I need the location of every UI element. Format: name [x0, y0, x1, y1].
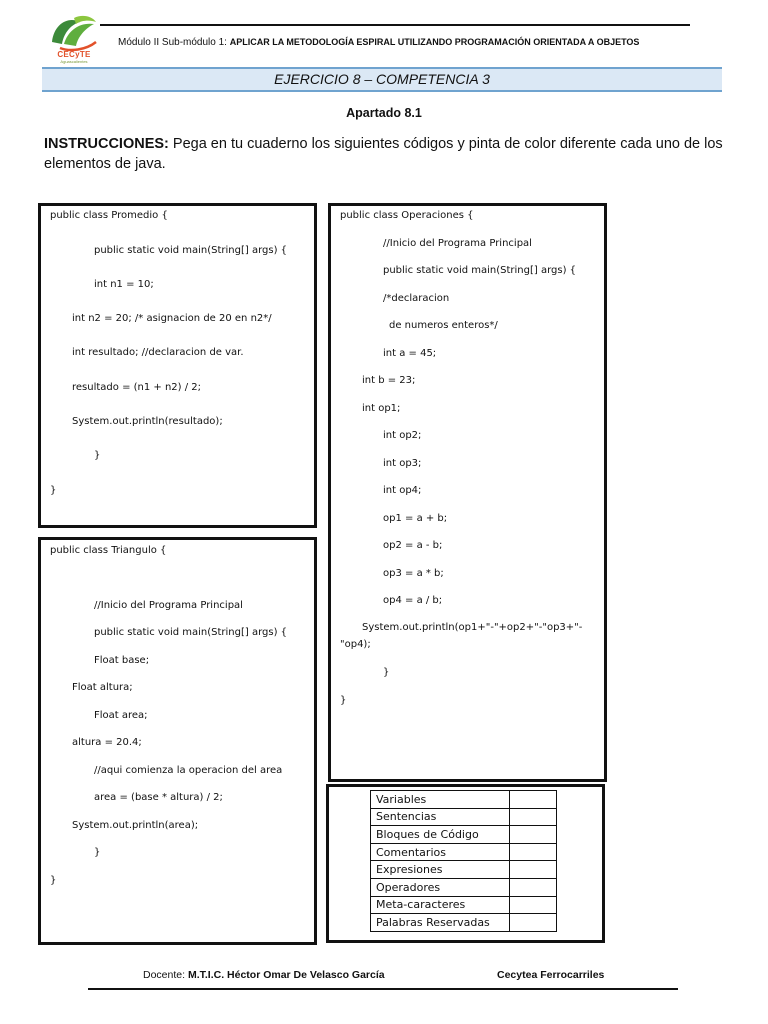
code-line: int n2 = 20; /* asignacion de 20 en n2*/: [72, 313, 272, 324]
footer-rule: [88, 988, 678, 990]
code-line: int op4;: [383, 485, 422, 496]
code-box-operaciones: [328, 203, 607, 782]
code-line: public class Triangulo {: [50, 545, 167, 556]
code-line: int op3;: [383, 458, 422, 469]
footer-school: [497, 969, 604, 981]
element-label: Sentencias: [371, 808, 510, 826]
module-title: APLICAR LA METODOLOGÍA ESPIRAL UTILIZANDO PROGRAMACIÓN ORIENTADA A OBJETOS: [229, 37, 640, 47]
element-color-cell: [510, 914, 557, 932]
logo-subtext: Aguascalientes: [60, 59, 88, 64]
footer-docente: [143, 969, 385, 981]
code-line: int resultado; //declaracion de var.: [72, 347, 244, 358]
code-line: }: [340, 695, 347, 706]
code-line: resultado = (n1 + n2) / 2;: [72, 382, 202, 393]
code-line: }: [50, 485, 57, 496]
code-line: Float base;: [94, 655, 150, 666]
code-line: System.out.println(op1+"-"+op2+"-"op3+"-: [362, 622, 583, 633]
code-line: public static void main(String[] args) {: [383, 265, 577, 276]
code-line: int b = 23;: [362, 375, 416, 386]
elements-table: [370, 790, 557, 932]
code-line: Float area;: [94, 710, 148, 721]
element-label: Expresiones: [371, 861, 510, 879]
code-line: System.out.println(resultado);: [72, 416, 223, 427]
section-title: Apartado 8.1: [346, 106, 422, 120]
code-line: op2 = a - b;: [383, 540, 443, 551]
code-line: public static void main(String[] args) {: [94, 245, 288, 256]
instructions-label: INSTRUCCIONES:: [44, 136, 169, 152]
module-header: [118, 37, 639, 48]
element-label: Operadores: [371, 878, 510, 896]
code-line: de numeros enteros*/: [389, 320, 498, 331]
code-line: }: [383, 667, 390, 678]
code-line: public static void main(String[] args) {: [94, 627, 288, 638]
table-row: [371, 896, 557, 914]
code-line: //Inicio del Programa Principal: [94, 600, 243, 611]
code-line: altura = 20.4;: [72, 737, 142, 748]
code-line: "op4);: [340, 639, 371, 650]
element-color-cell: [510, 826, 557, 844]
element-color-cell: [510, 808, 557, 826]
table-row: [371, 914, 557, 932]
docente-name: M.T.I.C. Héctor Omar De Velasco García: [187, 969, 385, 981]
instructions: [44, 134, 726, 174]
code-line: int a = 45;: [383, 348, 437, 359]
table-row: [371, 808, 557, 826]
element-label: Variables: [371, 791, 510, 809]
code-line: int op2;: [383, 430, 422, 441]
table-row: [371, 861, 557, 879]
code-line: Float altura;: [72, 682, 133, 693]
code-line: /*declaracion: [383, 293, 450, 304]
element-label: Palabras Reservadas: [371, 914, 510, 932]
code-line: //Inicio del Programa Principal: [383, 238, 532, 249]
element-label: Comentarios: [371, 843, 510, 861]
element-color-cell: [510, 843, 557, 861]
instructions-text: Pega en tu cuaderno los siguientes códigos y pinta de color diferente cada uno de los elementos de java.: [44, 136, 723, 172]
code-line: }: [94, 450, 101, 461]
code-line: int op1;: [362, 403, 401, 414]
exercise-banner: EJERCICIO 8 – COMPETENCIA 3: [42, 67, 722, 92]
element-color-cell: [510, 861, 557, 879]
code-line: System.out.println(area);: [72, 820, 199, 831]
code-line: int n1 = 10;: [94, 279, 154, 290]
module-prefix: Módulo II Sub-módulo 1:: [118, 37, 227, 48]
element-color-cell: [510, 878, 557, 896]
code-line: op4 = a / b;: [383, 595, 443, 606]
docente-label: Docente:: [143, 969, 186, 981]
code-line: public class Promedio {: [50, 210, 168, 221]
table-row: [371, 878, 557, 896]
code-line: }: [50, 875, 57, 886]
table-row: [371, 791, 557, 809]
code-line: }: [94, 847, 101, 858]
element-color-cell: [510, 896, 557, 914]
code-line: //aqui comienza la operacion del area: [94, 765, 283, 776]
school-name: Cecytea Ferrocarriles: [497, 969, 605, 981]
code-line: op1 = a + b;: [383, 513, 448, 524]
table-row: [371, 843, 557, 861]
header-rule: [100, 24, 690, 26]
element-color-cell: [510, 791, 557, 809]
code-line: public class Operaciones {: [340, 210, 474, 221]
element-label: Meta-caracteres: [371, 896, 510, 914]
logo-text: CECyTE: [57, 50, 91, 59]
code-line: area = (base * altura) / 2;: [94, 792, 223, 803]
table-row: [371, 826, 557, 844]
code-line: op3 = a * b;: [383, 568, 444, 579]
element-label: Bloques de Código: [371, 826, 510, 844]
